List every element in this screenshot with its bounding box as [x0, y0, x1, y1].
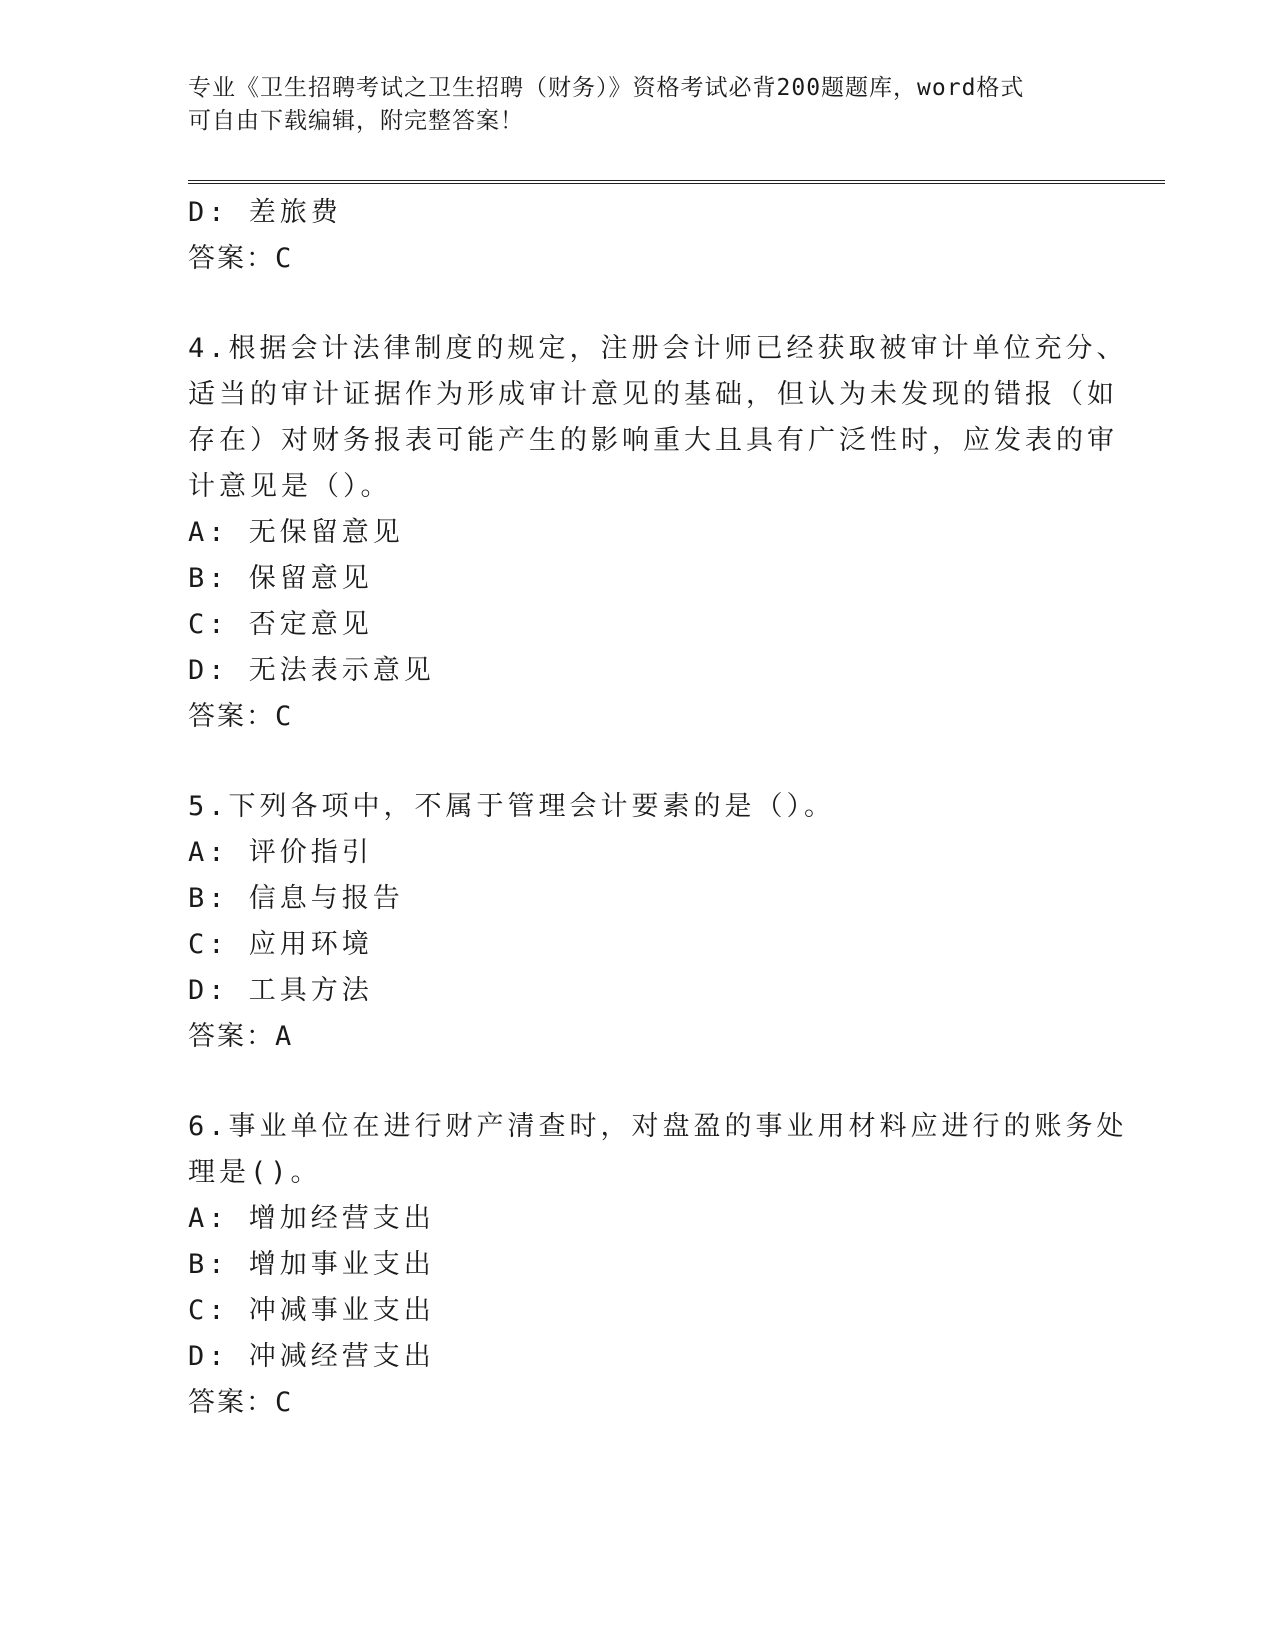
option-c: C: 应用环境 [188, 929, 373, 960]
question-5 [188, 784, 1068, 1060]
option-d: D: 无法表示意见 [188, 655, 435, 686]
option-b: B: 增加事业支出 [188, 1249, 435, 1280]
option-a: A: 无保留意见 [188, 517, 404, 548]
option-d: D: 工具方法 [188, 975, 373, 1006]
answer: 答案：C [188, 243, 294, 274]
option-b: B: 保留意见 [188, 563, 373, 594]
document-header [188, 72, 1068, 138]
question-text-line: 计意见是（）。 [188, 471, 392, 502]
option-d: D: 冲减经营支出 [188, 1341, 435, 1372]
question-text [188, 1104, 1128, 1196]
question-6 [188, 1104, 1128, 1426]
question-text-line: 5.下列各项中，不属于管理会计要素的是（）。 [188, 791, 836, 822]
option-a: A: 增加经营支出 [188, 1203, 435, 1234]
question-text-line: 存在）对财务报表可能产生的影响重大且具有广泛性时，应发表的审 [188, 425, 1118, 456]
option-b: B: 信息与报告 [188, 883, 404, 914]
header-divider [188, 180, 1165, 184]
question-text-line: 理是()。 [188, 1157, 322, 1188]
option-a: A: 评价指引 [188, 837, 373, 868]
question-text-line: 适当的审计证据作为形成审计意见的基础，但认为未发现的错报（如 [188, 379, 1118, 410]
header-line-1: 专业《卫生招聘考试之卫生招聘（财务）》资格考试必背200题题库，word格式 [188, 75, 1025, 101]
spacer [188, 282, 1068, 326]
question-text-line: 6.事业单位在进行财产清查时，对盘盈的事业用材料应进行的账务处 [188, 1111, 1128, 1142]
answer: 答案：A [188, 1021, 294, 1052]
document-body [188, 190, 1128, 1426]
option-c: C: 冲减事业支出 [188, 1295, 435, 1326]
option-d: D: 差旅费 [188, 197, 342, 228]
question-text [188, 326, 1128, 510]
spacer [188, 740, 1068, 784]
prev-question-tail [188, 190, 1068, 282]
question-4 [188, 326, 1128, 740]
header-line-2: 可自由下载编辑，附完整答案！ [188, 108, 524, 134]
question-text-line: 4.根据会计法律制度的规定，注册会计师已经获取被审计单位充分、 [188, 333, 1128, 364]
answer: 答案：C [188, 1387, 294, 1418]
question-text [188, 784, 1068, 830]
spacer [188, 1060, 1068, 1104]
answer: 答案：C [188, 701, 294, 732]
option-c: C: 否定意见 [188, 609, 373, 640]
